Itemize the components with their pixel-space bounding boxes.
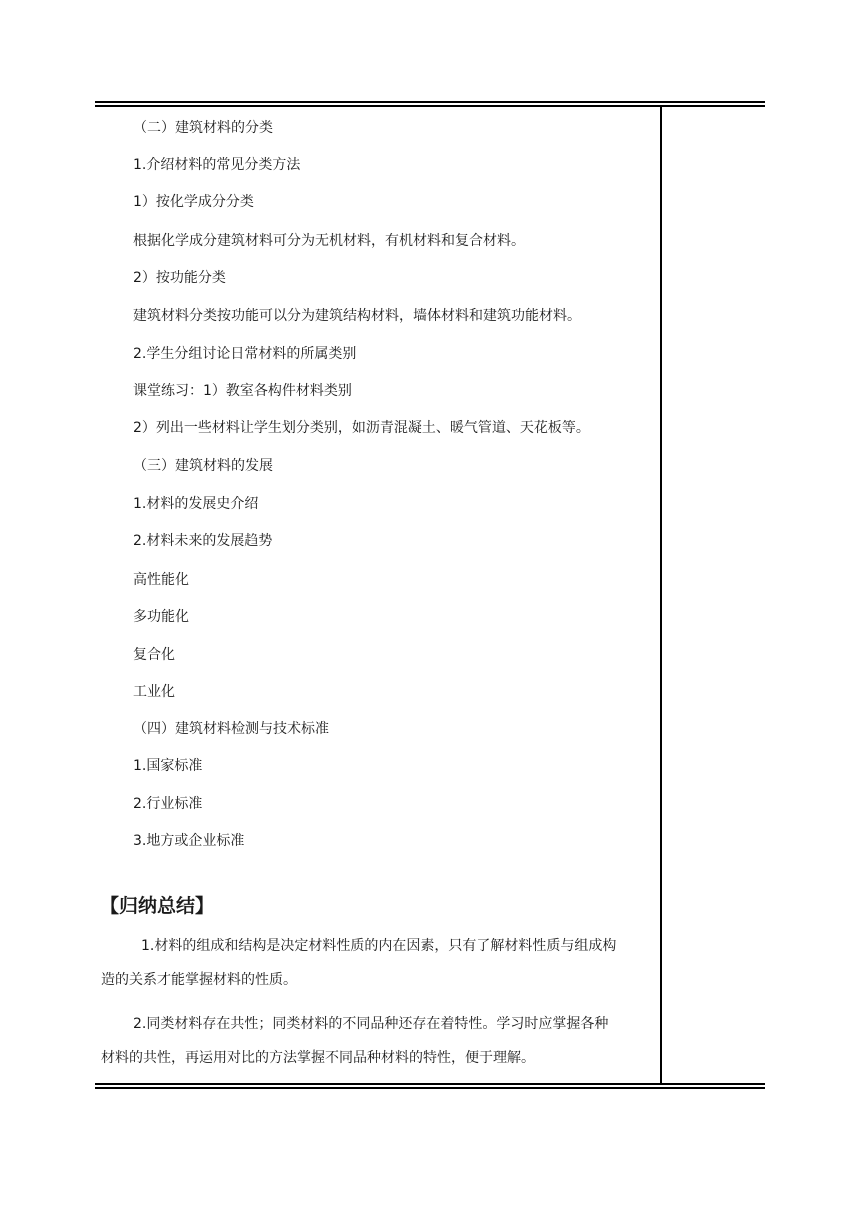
top-rule-inner [95,105,765,107]
content-line: 1）按化学成分分类 [133,194,254,210]
content-line: 建筑材料分类按功能可以分为建筑结构材料，墙体材料和建筑功能材料。 [133,308,581,324]
content-line: 2.学生分组讨论日常材料的所属类别 [133,346,357,362]
summary-paragraph-2-line-2: 材料的共性，再运用对比的方法掌握不同品种材料的特性，便于理解。 [101,1050,535,1066]
column-divider [660,105,662,1083]
content-line: 课堂练习：1）教室各构件材料类别 [133,383,352,399]
content-line: 2.行业标准 [133,796,203,812]
content-line: 1.介绍材料的常见分类方法 [133,157,301,173]
section-heading-classification: （二）建筑材料的分类 [133,120,273,136]
content-line: 根据化学成分建筑材料可分为无机材料，有机材料和复合材料。 [133,233,525,249]
content-line: 3.地方或企业标准 [133,833,245,849]
content-line: 1.材料的发展史介绍 [133,496,259,512]
content-line: 多功能化 [133,609,189,625]
content-line: 1.国家标准 [133,758,203,774]
section-heading-development: （三）建筑材料的发展 [133,458,273,474]
top-rule-outer [95,101,765,103]
content-line: 2）按功能分类 [133,270,226,286]
bottom-rule-inner [95,1083,765,1085]
summary-paragraph-1-line-1: 1.材料的组成和结构是决定材料性质的内在因素，只有了解材料性质与组成构 [141,938,617,954]
content-line: 2.材料未来的发展趋势 [133,533,273,549]
section-heading-standards: （四）建筑材料检测与技术标准 [133,721,329,737]
summary-heading: 【归纳总结】 [100,895,215,917]
content-line: 复合化 [133,647,175,663]
bottom-rule-outer [95,1087,765,1089]
summary-paragraph-1-line-2: 造的关系才能掌握材料的性质。 [101,972,297,988]
summary-paragraph-2-line-1: 2.同类材料存在共性；同类材料的不同品种还存在着特性。学习时应掌握各种 [133,1016,609,1032]
content-line: 高性能化 [133,572,189,588]
content-line: 2）列出一些材料让学生划分类别，如沥青混凝土、暖气管道、天花板等。 [133,420,590,436]
content-line: 工业化 [133,684,175,700]
